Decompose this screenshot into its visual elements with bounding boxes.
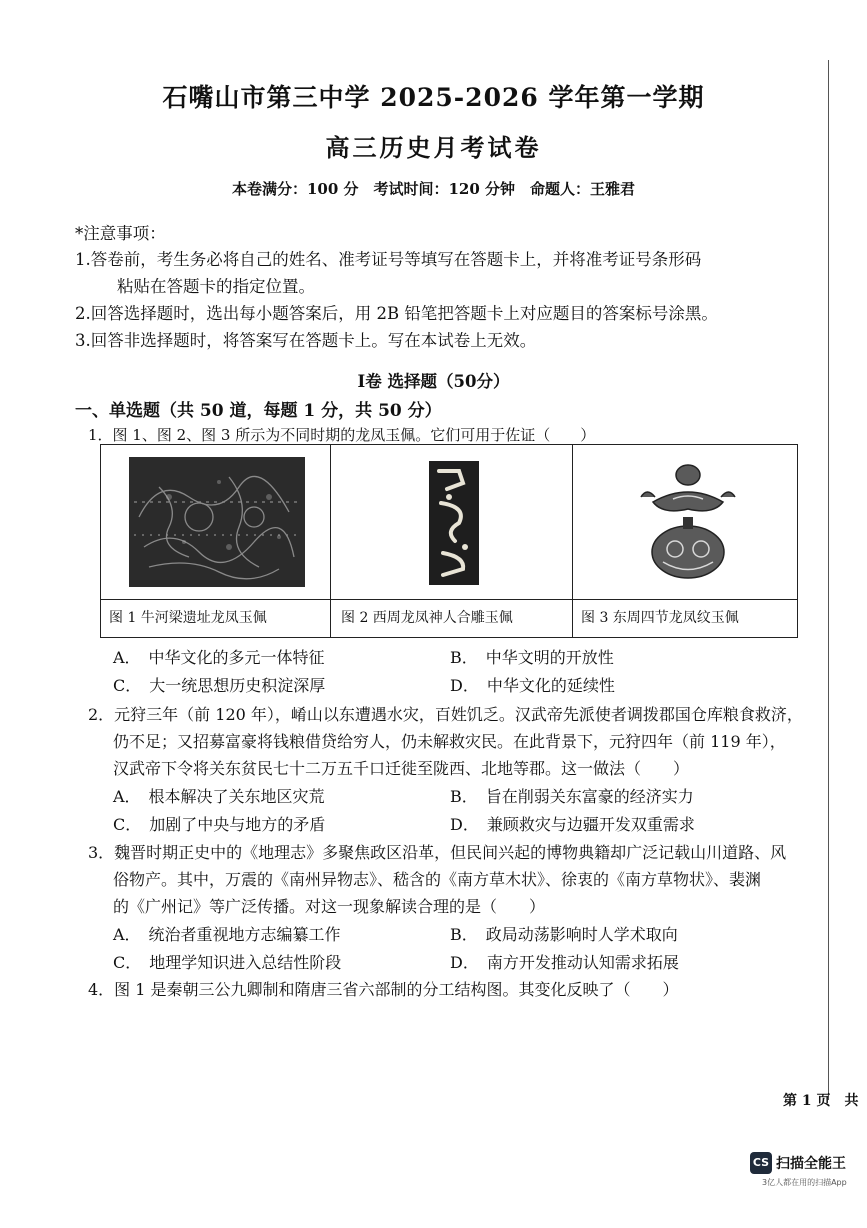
question-3-line-2: 俗物产。其中，万震的《南州异物志》、嵇含的《南方草木状》、徐衷的《南方草物状》、裴渊 xyxy=(113,870,762,889)
q3-option-c: C． 地理学知识进入总结性阶段 xyxy=(113,953,342,972)
q2-option-d: D． 兼顾救灾与边疆开发双重需求 xyxy=(450,815,695,834)
q2-option-a: A． 根本解决了关东地区灾荒 xyxy=(113,787,325,806)
question-3-line-1: 3．魏晋时期正史中的《地理志》多聚焦政区沿革，但民间兴起的博物典籍却广泛记载山川道路、风 xyxy=(88,843,787,862)
figure-caption-3: 图 3 东周四节龙凤纹玉佩 xyxy=(581,610,739,626)
page-edge-line xyxy=(828,60,829,1100)
jade-pendant-image-3 xyxy=(633,457,743,587)
q1-option-b: B． 中华文明的开放性 xyxy=(450,648,614,667)
question-2-line-2: 仍不足；又招募富豪将钱粮借贷给穷人，仍未解救灾民。在此背景下，元狩四年（前 119 年）， xyxy=(113,732,786,751)
exam-title: 石嘴山市第三中学 2025-2026 学年第一学期 xyxy=(162,83,705,112)
camscanner-logo-icon: CS xyxy=(750,1152,772,1174)
question-3-line-3: 的《广州记》等广泛传播。对这一现象解读合理的是（ ） xyxy=(113,897,546,916)
q1-option-d: D． 中华文化的延续性 xyxy=(450,676,615,695)
exam-meta: 本卷满分：100 分 考试时间：120 分钟 命题人：王雅君 xyxy=(231,180,636,198)
q3-option-d: D． 南方开发推动认知需求拓展 xyxy=(450,953,679,972)
q2-option-b: B． 旨在削弱关东富豪的经济实力 xyxy=(450,787,694,806)
exam-subtitle: 高三历史月考试卷 xyxy=(325,133,542,162)
scanner-brand-tagline: 3亿人都在用的扫描App xyxy=(762,1178,847,1187)
section-title: I卷 选择题（50分） xyxy=(357,372,510,391)
note-item-1-cont: 粘贴在答题卡的指定位置。 xyxy=(117,277,315,296)
figure-caption-2: 图 2 西周龙凤神人合雕玉佩 xyxy=(341,610,513,626)
q3-option-b: B． 政局动荡影响时人学术取向 xyxy=(450,925,678,944)
jade-pendant-image-1 xyxy=(129,457,305,587)
jade-pendant-figure-table xyxy=(100,444,798,638)
scanner-watermark xyxy=(750,1152,846,1174)
question-1-stem: 1．图 1、图 2、图 3 所示为不同时期的龙凤玉佩。它们可用于佐证（ ） xyxy=(88,426,596,444)
question-2-line-1: 2．元狩三年（前 120 年），崤山以东遭遇水灾，百姓饥乏。汉武帝先派使者调拨郡国仓库粮食救济， xyxy=(88,705,803,724)
question-4-stem: 4．图 1 是秦朝三公九卿制和隋唐三省六部制的分工结构图。其变化反映了（ ） xyxy=(88,980,679,999)
q1-option-c: C． 大一统思想历史积淀深厚 xyxy=(113,676,326,695)
figure-caption-1: 图 1 牛河梁遗址龙凤玉佩 xyxy=(109,610,267,626)
section-subtitle: 一、单选题（共 50 道，每题 1 分，共 50 分） xyxy=(75,401,442,421)
q2-option-c: C． 加剧了中央与地方的矛盾 xyxy=(113,815,326,834)
jade-pendant-image-2 xyxy=(429,461,479,585)
scanner-brand-name: 扫描全能王 xyxy=(776,1156,846,1172)
note-item-3: 3.回答非选择题时，将答案写在答题卡上。写在本试卷上无效。 xyxy=(75,331,537,350)
note-item-1: 1.答卷前，考生务必将自己的姓名、准考证号等填写在答题卡上，并将准考证号条形码 xyxy=(75,250,702,269)
question-2-line-3: 汉武帝下令将关东贫民七十二万五千口迁徙至陇西、北地等郡。这一做法（ ） xyxy=(113,759,690,778)
q1-option-a: A． 中华文化的多元一体特征 xyxy=(113,648,325,667)
notes-heading: *注意事项： xyxy=(75,224,166,243)
q3-option-a: A． 统治者重视地方志编纂工作 xyxy=(113,925,341,944)
page-number: 第 1 页 共 xyxy=(783,1093,859,1109)
note-item-2: 2.回答选择题时，选出每小题答案后，用 2B 铅笔把答题卡上对应题目的答案标号涂黑。 xyxy=(75,304,718,323)
caption-divider xyxy=(101,599,797,600)
